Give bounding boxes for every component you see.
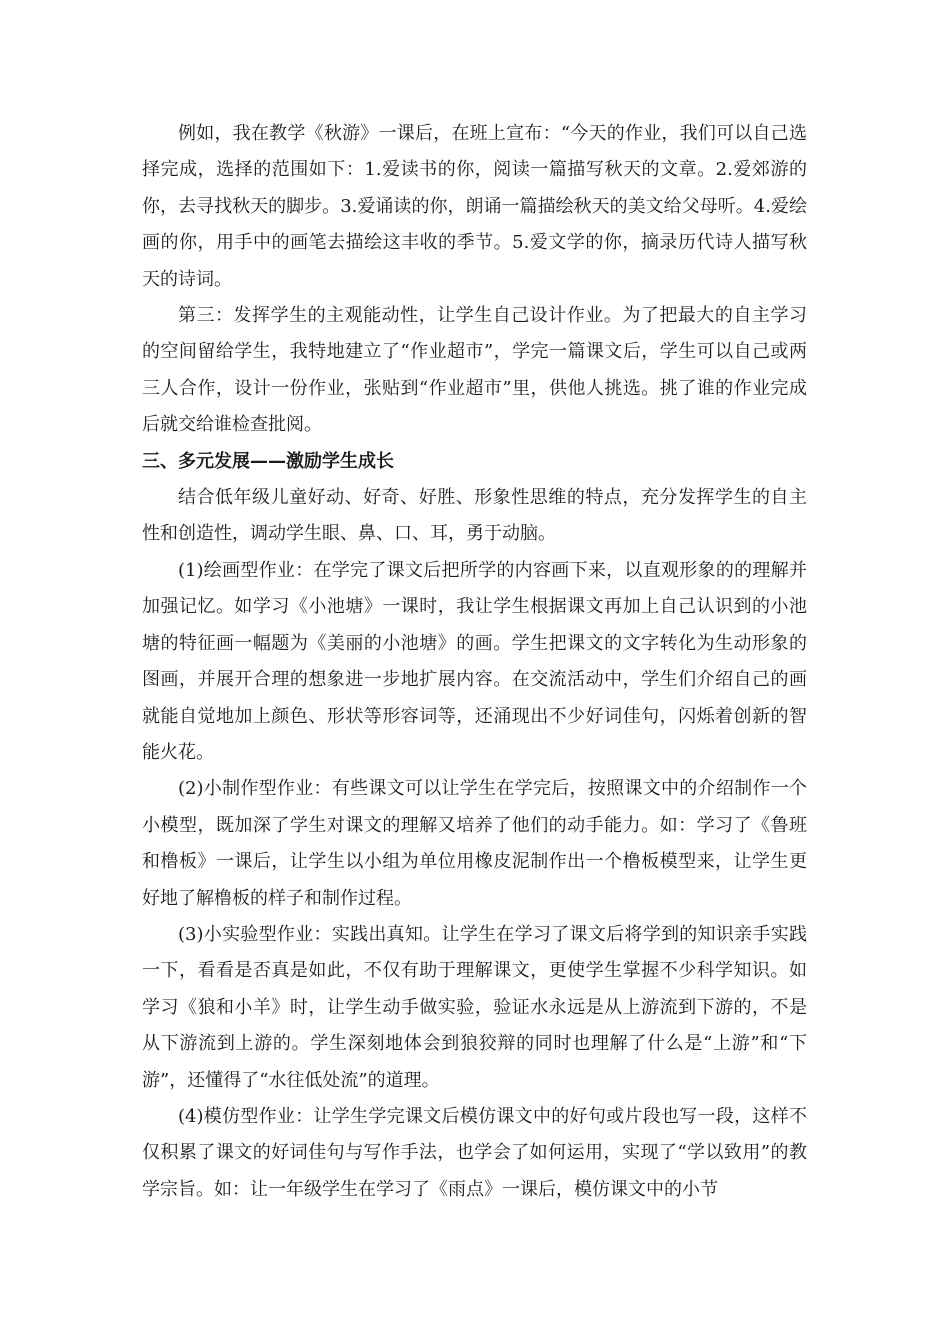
paragraph-homework-supermarket: 第三：发挥学生的主观能动性，让学生自己设计作业。为了把最大的自主学习的空间留给学生，我特地建立了“作业超市”，学完一篇课文后，学生可以自己或两三人合作，设计一份作业，张贴到“作业超市”里，供他人挑选。挑了谁的作业完成后就交给谁检查批阅。: [142, 305, 807, 436]
paragraph-imitation-homework: (4)模仿型作业：让学生学完课文后模仿课文中的好句或片段也写一段，这样不仅积累了课文的好词佳句与写作手法，也学会了如何运用，实现了“学以致用”的教学宗旨。如：让一年级学生在学习了《雨点》一课后，模仿课文中的小节: [142, 1105, 807, 1200]
paragraph-autumn-trip-example: 例如，我在教学《秋游》一课后，在班上宣布：“今天的作业，我们可以自己选择完成，选择的范围如下：1.爱读书的你，阅读一篇描写秋天的文章。2.爱郊游的你，去寻找秋天的脚步。3.爱诵读的你，朗诵一篇描绘秋天的美文给父母听。4.爱绘画的你，用手中的画笔去描绘这丰收的季节。5.爱文学的你，摘录历代诗人描写秋天的诗词。: [142, 123, 807, 290]
paragraph-experiment-homework: (3)小实验型作业：实践出真知。让学生在学习了课文后将学到的知识亲手实践一下，看看是否真是如此，不仅有助于理解课文，更使学生掌握不少科学知识。如学习《狼和小羊》时，让学生动手做实验，验证水永远是从上游流到下游的，不是从下游流到上游的。学生深刻地体会到狼狡辩的同时也理解了什么是“上游”和“下游”，还懂得了“水往低处流”的道理。: [142, 923, 807, 1091]
section-heading: 三、多元发展——激励学生成长: [142, 450, 394, 472]
paragraph-drawing-homework: (1)绘画型作业：在学完了课文后把所学的内容画下来，以直观形象的的理解并加强记忆。如学习《小池塘》一课时，我让学生根据课文再加上自己认识到的小池塘的特征画一幅题为《美丽的小池塘》的画。学生把课文的文字转化为生动形象的图画，并展开合理的想象进一步地扩展内容。在交流活动中，学生们介绍自己的画就能自觉地加上颜色、形状等形容词等，还涌现出不少好词佳句，闪烁着创新的智能火花。: [142, 559, 807, 763]
paragraph-intro: 结合低年级儿童好动、好奇、好胜、形象性思维的特点，充分发挥学生的自主性和创造性，调动学生眼、鼻、口、耳，勇于动脑。: [142, 487, 807, 545]
document-body: [142, 116, 807, 1208]
paragraph-craft-homework: (2)小制作型作业：有些课文可以让学生在学完后，按照课文中的介绍制作一个小模型，既加深了学生对课文的理解又培养了他们的动手能力。如：学习了《鲁班和橹板》一课后，让学生以小组为单位用橡皮泥制作出一个橹板模型来，让学生更好地了解橹板的样子和制作过程。: [142, 778, 807, 909]
